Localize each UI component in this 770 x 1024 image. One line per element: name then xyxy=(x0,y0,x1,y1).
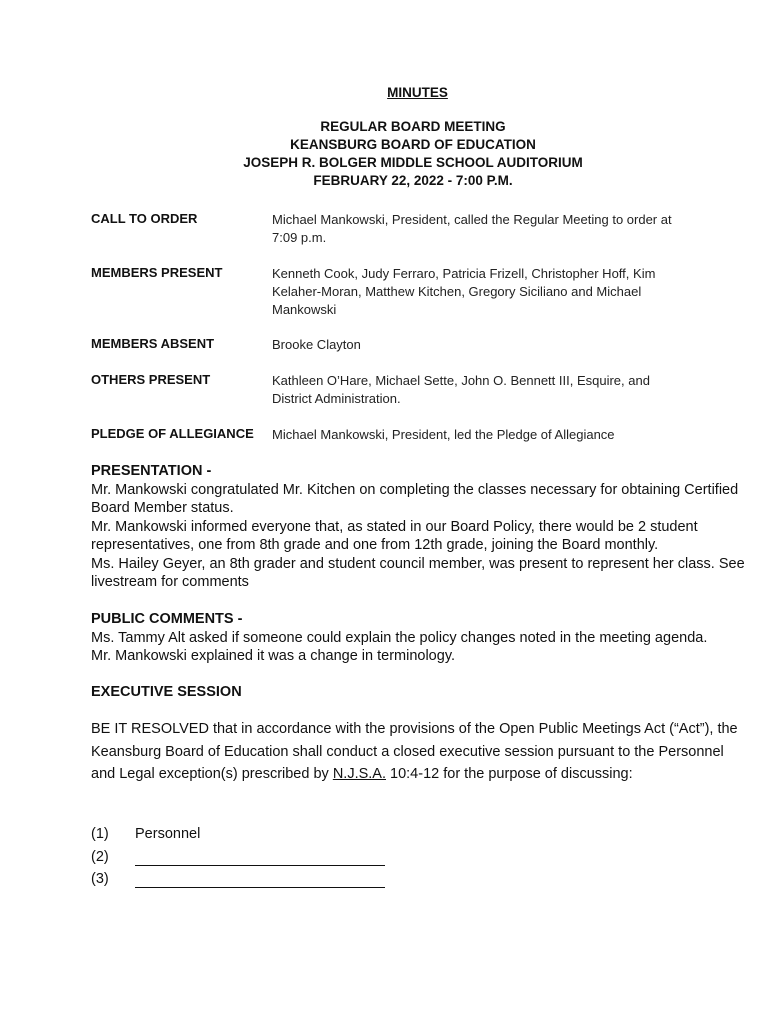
row-value: Kathleen O’Hare, Michael Sette, John O. Bennett III, Esquire, and District Administration. xyxy=(272,373,650,406)
public-comments-paragraph: Mr. Mankowski explained it was a change in terminology. xyxy=(91,648,456,664)
blank-line xyxy=(135,865,385,866)
row-value: Kenneth Cook, Judy Ferraro, Patricia Frizell, Christopher Hoff, Kim Kelaher-Moran, Matthew Kitchen, Gregory Siciliano and Michael Mankowski xyxy=(272,266,656,317)
document-title: MINUTES xyxy=(387,85,448,100)
row-value: Michael Mankowski, President, led the Pledge of Allegiance xyxy=(272,427,615,442)
resolution-text xyxy=(91,718,741,786)
row-label: MEMBERS ABSENT xyxy=(91,336,215,351)
resolution-text-before: BE IT RESOLVED that in accordance with the provisions of the Open Public Meetings Act (“Act”), the Keansburg Board of Education shall conduct a closed executive session pursuant to the Personnel and Legal exception(s) prescribed by xyxy=(91,721,738,782)
presentation-heading: PRESENTATION - xyxy=(91,463,212,479)
row-label: PLEDGE OF ALLEGIANCE xyxy=(91,426,254,441)
header-line-board: KEANSBURG BOARD OF EDUCATION xyxy=(290,137,536,152)
presentation-paragraph: Mr. Mankowski informed everyone that, as stated in our Board Policy, there would be 2 student representatives, one from 8th grade and one from 12th grade, joining the Board monthly. xyxy=(91,518,698,553)
public-comments-heading: PUBLIC COMMENTS - xyxy=(91,611,243,627)
executive-session-heading: EXECUTIVE SESSION xyxy=(91,684,242,700)
njsa-citation: N.J.S.A. xyxy=(332,766,386,782)
header-line-meeting-type: REGULAR BOARD MEETING xyxy=(320,119,506,134)
list-item-number: (3) xyxy=(91,871,109,887)
public-comments-section xyxy=(91,610,751,666)
header-line-date: FEBRUARY 22, 2022 - 7:00 P.M. xyxy=(313,173,513,188)
row-value: Brooke Clayton xyxy=(272,337,361,352)
executive-session-resolution xyxy=(91,718,741,786)
list-item-number: (2) xyxy=(91,848,109,865)
row-label: CALL TO ORDER xyxy=(91,211,198,226)
resolution-text-after: 10:4-12 for the purpose of discussing: xyxy=(386,766,633,782)
header-line-location: JOSEPH R. BOLGER MIDDLE SCHOOL AUDITORIUM xyxy=(243,155,583,170)
meeting-header xyxy=(0,118,770,190)
presentation-section xyxy=(91,462,751,592)
row-label: MEMBERS PRESENT xyxy=(91,265,223,280)
executive-session-heading-block xyxy=(91,683,751,702)
row-label: OTHERS PRESENT xyxy=(91,372,211,387)
list-item-number: (1) xyxy=(91,826,109,842)
blank-line xyxy=(135,887,385,888)
row-value: Michael Mankowski, President, called the Regular Meeting to order at 7:09 p.m. xyxy=(272,212,672,245)
public-comments-paragraph: Ms. Tammy Alt asked if someone could explain the policy changes noted in the meeting agenda. xyxy=(91,629,708,646)
presentation-paragraph: Mr. Mankowski congratulated Mr. Kitchen on completing the classes necessary for obtaining Certified Board Member status. xyxy=(91,481,739,516)
presentation-paragraph: Ms. Hailey Geyer, an 8th grader and student council member, was present to represent her class. See livestream for comments xyxy=(91,555,745,590)
list-item-text: Personnel xyxy=(135,826,201,842)
